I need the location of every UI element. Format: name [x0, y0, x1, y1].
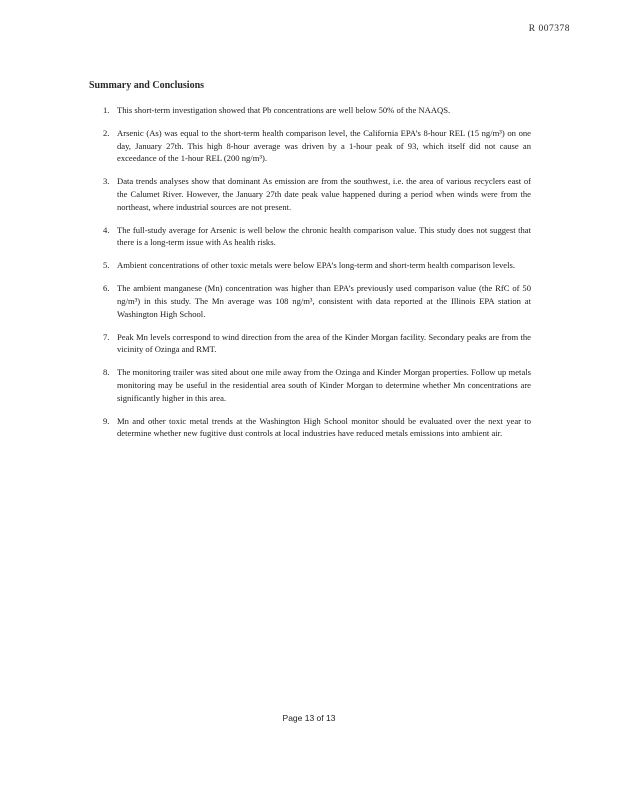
list-item	[89, 104, 531, 117]
item-number: 9.	[103, 415, 110, 426]
item-number: 6.	[103, 283, 110, 294]
item-text: The full-study average for Arsenic is well below the chronic health comparison value. This study does not suggest that there is a long-term issue with As health risks.	[117, 224, 531, 248]
list-item	[89, 127, 531, 165]
item-number: 1.	[103, 105, 110, 115]
section-heading: Summary and Conclusions	[89, 80, 205, 91]
item-number: 7.	[103, 331, 110, 342]
item-text: Ambient concentrations of other toxic metals were below EPA’s long-term and short-term health comparison levels.	[117, 260, 515, 271]
item-number: 2.	[103, 128, 110, 139]
item-text: Mn and other toxic metal trends at the Washington High School monitor should be evaluated over the next year to determine whether new fugitive dust controls at local industries have reduced metals emissions into ambient air.	[117, 415, 531, 439]
list-item	[89, 175, 531, 213]
conclusions-list	[89, 104, 531, 450]
item-text: Data trends analyses show that dominant As emission are from the southwest, i.e. the area of various recyclers east of the Calumet River. However, the January 27th date peak value happened during a period when winds were from the northeast, where industrial sources are not present.	[117, 176, 531, 212]
list-item	[89, 224, 531, 249]
item-text: Arsenic (As) was equal to the short-term health comparison level, the California EPA’s 8-hour REL (15 ng/m³) on one day, January 27th. This high 8-hour average was driven by a 1-hour peak of 93, which itself did not cause an exceedance of the 1-hour REL (200 ng/m³).	[117, 128, 531, 164]
list-item	[89, 282, 531, 320]
list-item	[89, 259, 531, 272]
document-id: R 007378	[528, 24, 570, 34]
item-number: 5.	[103, 260, 110, 271]
list-item	[89, 331, 531, 356]
item-number: 3.	[103, 176, 110, 187]
list-item	[89, 415, 531, 440]
item-number: 4.	[103, 224, 110, 235]
list-item	[89, 366, 531, 404]
item-text: Peak Mn levels correspond to wind direction from the area of the Kinder Morgan facility. Secondary peaks are from the vicinity of Ozinga and RMT.	[117, 331, 531, 355]
page-number: Page 13 of 13	[282, 713, 336, 723]
item-text: The monitoring trailer was sited about one mile away from the Ozinga and Kinder Morgan properties. Follow up metals monitoring may be useful in the residential area south of Kinder Morgan to determine whether Mn concentrations are significantly higher in this area.	[117, 367, 531, 403]
item-number: 8.	[103, 367, 110, 378]
item-text: The ambient manganese (Mn) concentration was higher than EPA’s previously used comparison value (the RfC of 50 ng/m³) in this study. The Mn average was 108 ng/m³, consistent with data reported at the Illinois EPA station at Washington High School.	[117, 283, 531, 319]
item-text: This short-term investigation showed that Pb concentrations are well below 50% of the NAAQS.	[117, 105, 451, 115]
